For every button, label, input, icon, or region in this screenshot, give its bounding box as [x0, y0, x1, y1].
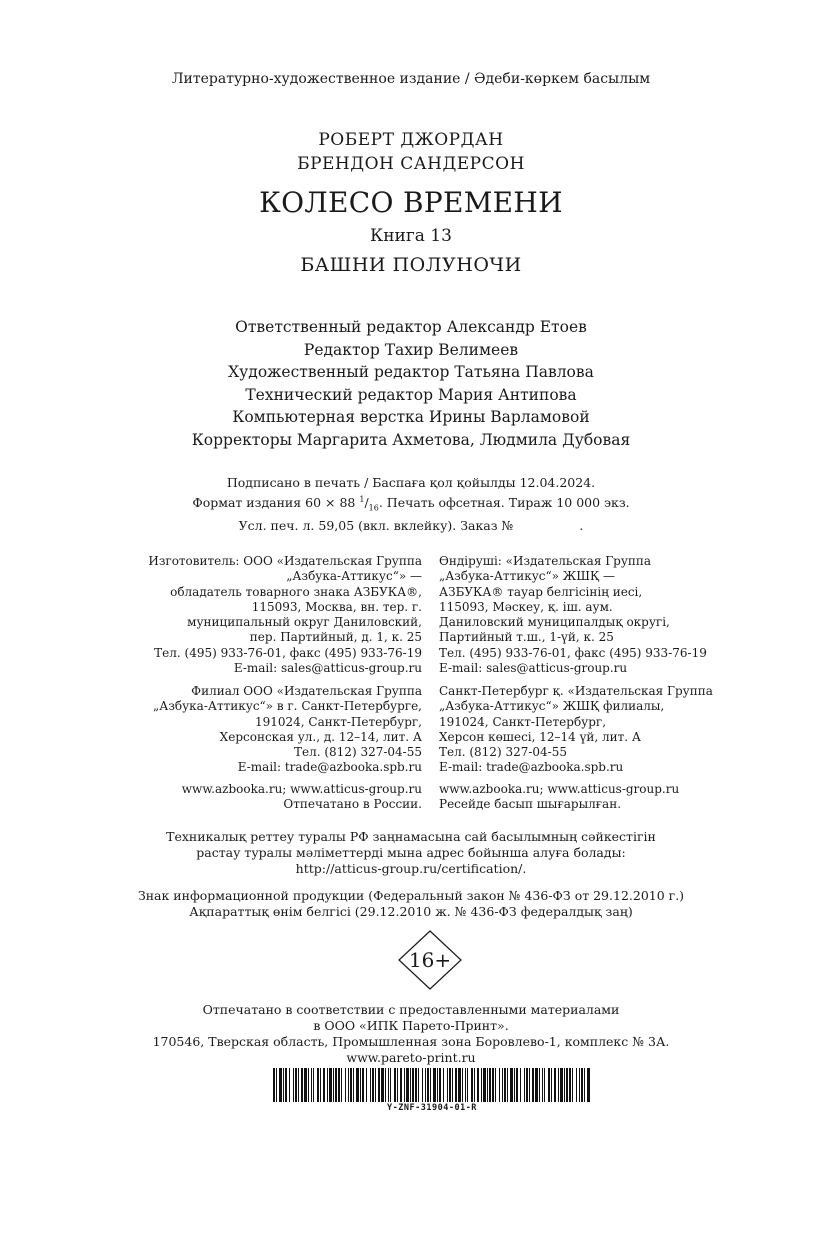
address-line: Херсонская ул., д. 12–14, лит. А: [219, 729, 422, 744]
barcode-bar: [465, 1068, 466, 1102]
printer-line: Отпечатано в соответствии с предоставленными материалами: [202, 1002, 620, 1017]
barcode-bar: [323, 1068, 325, 1102]
cert-line: Техникалық реттеу туралы РФ заңнамасына сай басылымның сәйкестігін: [166, 829, 656, 844]
barcode-bar: [283, 1068, 284, 1102]
barcode-bar: [437, 1068, 438, 1102]
barcode-bar: [412, 1068, 414, 1102]
barcode-bar: [504, 1068, 506, 1102]
barcode-bar: [510, 1068, 513, 1102]
info-sign-line: Ақпараттық өнім белгісі (29.12.2010 ж. № 436-ФЗ федералдық заң): [189, 904, 633, 919]
printed-in-line: Отпечатано в России.: [283, 797, 422, 812]
book-subtitle: БАШНИ ПОЛУНОЧИ: [300, 254, 522, 276]
age-rating-text: 16+: [408, 948, 452, 972]
manufacturer-kz: [439, 554, 707, 676]
barcode-bar: [422, 1068, 423, 1102]
barcode-bar: [362, 1068, 364, 1102]
barcode-bar: [335, 1068, 337, 1102]
format-prefix: Формат издания 60 × 88: [192, 495, 356, 511]
barcode-bar: [285, 1068, 287, 1102]
barcode-bar: [455, 1068, 457, 1102]
barcode-text: Y-ZNF-31904-01-R: [387, 1103, 477, 1113]
barcode-bar: [341, 1068, 342, 1102]
address-line: Филиал ООО «Издательская Группа: [191, 684, 422, 698]
barcode-bar: [492, 1068, 494, 1102]
barcode-bar: [404, 1068, 405, 1102]
barcode-bar: [477, 1068, 479, 1102]
edition-type: Литературно-художественное издание / Әдеби-көркем басылым: [171, 71, 651, 87]
barcode-bar: [385, 1068, 386, 1102]
credit-line: Редактор Тахир Велимеев: [303, 340, 519, 359]
barcode-bar: [535, 1068, 538, 1102]
credit-line: Технический редактор Мария Антипова: [245, 385, 577, 404]
barcode-bar: [487, 1068, 488, 1102]
barcode-bar: [308, 1068, 309, 1102]
sheets-text: Усл. печ. л. 59,05 (вкл. вклейку). Заказ №: [238, 517, 514, 533]
barcode-bar: [353, 1068, 354, 1102]
barcode-bar: [360, 1068, 361, 1102]
barcode-bar: [587, 1068, 590, 1102]
address-line: Тел. (812) 327-04-55: [294, 745, 422, 760]
print-signed: Подписано в печать / Баспаға қол қойылды 12.04.2024.: [226, 475, 596, 490]
barcode-bar: [439, 1068, 441, 1102]
printer-line: 170546, Тверская область, Промышленная зона Боровлево-1, комплекс № 3А.: [152, 1034, 670, 1049]
address-line: „Азбука-Аттикус“» ЖШҚ —: [439, 569, 616, 584]
barcode-bar: [397, 1068, 398, 1102]
barcode-bar: [418, 1068, 419, 1102]
barcode-bar: [370, 1068, 371, 1102]
barcode-bar: [516, 1068, 518, 1102]
format-den: 16: [368, 503, 379, 513]
barcode-bar: [560, 1068, 563, 1102]
address-line: Өндіруші: «Издательская Группа: [439, 554, 652, 568]
barcode-bar: [410, 1068, 411, 1102]
barcode-bar: [338, 1068, 340, 1102]
address-line: Даниловский муниципалдық округі,: [439, 615, 670, 630]
barcode-bar: [317, 1068, 319, 1102]
barcode-bar: [499, 1068, 500, 1102]
barcode-bar: [313, 1068, 314, 1102]
website-line: www.azbooka.ru; www.atticus-group.ru: [439, 782, 680, 796]
barcode-bar: [566, 1068, 568, 1102]
barcode-bar: [415, 1068, 417, 1102]
email-line: E-mail: sales@atticus-group.ru: [439, 661, 628, 676]
barcode-bar: [554, 1068, 556, 1102]
barcode-bar: [529, 1068, 530, 1102]
barcode-bar: [514, 1068, 515, 1102]
address-line: 191024, Санкт-Петербург,: [439, 714, 607, 729]
barcode-bar: [447, 1068, 448, 1102]
barcode-bar: [507, 1068, 508, 1102]
barcode-bar: [526, 1068, 528, 1102]
barcode-bar: [430, 1068, 431, 1102]
barcode-bar: [304, 1068, 307, 1102]
age-rating-badge: [398, 930, 462, 990]
barcode-bar: [293, 1068, 294, 1102]
barcode-bar: [584, 1068, 585, 1102]
barcode-bar: [279, 1068, 282, 1102]
barcode-bar: [542, 1068, 543, 1102]
credit-line: Компьютерная верстка Ирины Варламовой: [232, 408, 590, 426]
print-format: Формат издания 60 × 88 $^1/_{16}$. Печать офсетная. Тираж 10 000 экз.: [192, 495, 630, 513]
barcode-bar: [400, 1068, 402, 1102]
barcode-bar: [462, 1068, 463, 1102]
address-line: 115093, Мәскеу, қ. іш. аум.: [439, 599, 613, 614]
barcode-bar: [289, 1068, 290, 1102]
web-kz: [439, 782, 679, 813]
address-line: Изготовитель: ООО «Издательская Группа: [148, 554, 422, 568]
printer-line: в ООО «ИПК Парето-Принт».: [313, 1018, 509, 1033]
barcode-bar: [433, 1068, 436, 1102]
website-line: www.azbooka.ru; www.atticus-group.ru: [181, 782, 422, 796]
barcode-bar: [539, 1068, 540, 1102]
certification-block: [0, 829, 822, 877]
barcode-bar: [581, 1068, 583, 1102]
email-line: E-mail: trade@azbooka.spb.ru: [237, 760, 422, 775]
barcode-bar: [471, 1068, 473, 1102]
barcode-bar: [452, 1068, 453, 1102]
address-line: „Азбука-Аттикус“» ЖШҚ филиалы,: [439, 699, 665, 714]
barcode-bar: [345, 1068, 346, 1102]
barcode-bar: [378, 1068, 380, 1102]
series-title: КОЛЕСО ВРЕМЕНИ: [259, 186, 563, 219]
barcode-bar: [375, 1068, 376, 1102]
address-line: обладатель товарного знака АЗБУКА®,: [170, 584, 422, 599]
barcode-bar: [569, 1068, 571, 1102]
barcode-bar: [576, 1068, 577, 1102]
barcode-bar: [406, 1068, 409, 1102]
barcode-bar: [311, 1068, 312, 1102]
barcode-bar: [524, 1068, 525, 1102]
barcode-bar: [301, 1068, 303, 1102]
barcode-bar: [327, 1068, 328, 1102]
barcode-bar: [449, 1068, 451, 1102]
order-end: .: [579, 517, 584, 533]
branch-kz: [439, 684, 713, 776]
author-1: РОБЕРТ ДЖОРДАН: [318, 130, 504, 150]
address-line: муниципальный округ Даниловский,: [187, 615, 422, 630]
barcode-bar: [558, 1068, 559, 1102]
barcode-bar: [579, 1068, 580, 1102]
book-number: Книга 13: [370, 226, 452, 246]
barcode-bar: [548, 1068, 550, 1102]
credit-line: Ответственный редактор Александр Етоев: [235, 318, 587, 336]
barcode-bar: [467, 1068, 468, 1102]
barcode-icon: [273, 1068, 591, 1102]
web-ru: [182, 782, 422, 813]
barcode-bar: [273, 1068, 275, 1102]
barcode-bar: [551, 1068, 552, 1102]
branch-ru: [153, 684, 422, 776]
format-num: 1: [359, 495, 365, 504]
format-suffix: . Печать офсетная. Тираж 10 000 экз.: [378, 495, 630, 511]
print-sheets: [0, 517, 822, 534]
address-line: Тел. (812) 327-04-55: [439, 745, 567, 760]
author-2: БРЕНДОН САНДЕРСОН: [297, 154, 525, 174]
barcode-bar: [320, 1068, 321, 1102]
barcode-bar: [388, 1068, 389, 1102]
barcode-bar: [544, 1068, 545, 1102]
cert-url: http://atticus-group.ru/certification/.: [295, 861, 527, 876]
barcode-bar: [572, 1068, 573, 1102]
address-line: 115093, Москва, вн. тер. г.: [251, 599, 422, 614]
address-line: „Азбука-Аттикус“» —: [286, 569, 422, 584]
printer-url: www.pareto-print.ru: [346, 1050, 476, 1065]
email-line: E-mail: trade@azbooka.spb.ru: [439, 760, 624, 775]
address-line: Тел. (495) 933-76-01, факс (495) 933-76-19: [154, 645, 422, 660]
address-line: Партийный т.ш., 1-үй, к. 25: [439, 630, 614, 645]
barcode-bar: [350, 1068, 352, 1102]
barcode-bar: [483, 1068, 486, 1102]
barcode-bar: [372, 1068, 374, 1102]
barcode-bar: [532, 1068, 534, 1102]
barcode-bar: [481, 1068, 482, 1102]
barcode-bar: [458, 1068, 461, 1102]
barcode-bar: [366, 1068, 367, 1102]
barcode-bar: [425, 1068, 426, 1102]
credit-line: Корректоры Маргарита Ахметова, Людмила Дубовая: [191, 430, 631, 449]
barcode-bar: [443, 1068, 444, 1102]
address-line: АЗБУКА® тауар белгісінің иесі,: [439, 584, 643, 599]
email-line: E-mail: sales@atticus-group.ru: [233, 661, 422, 676]
barcode-bar: [276, 1068, 277, 1102]
credit-line: Художественный редактор Татьяна Павлова: [228, 363, 594, 381]
barcode-bar: [333, 1068, 334, 1102]
barcode-bar: [474, 1068, 475, 1102]
barcode-bar: [489, 1068, 491, 1102]
barcode-bar: [427, 1068, 429, 1102]
address-line: Санкт-Петербург қ. «Издательская Группа: [439, 684, 713, 698]
credits-block: [0, 316, 822, 451]
barcode-bar: [564, 1068, 565, 1102]
info-sign-block: [0, 888, 822, 920]
barcode-bar: [381, 1068, 384, 1102]
barcode-bar: [394, 1068, 396, 1102]
manufacturer-ru: [148, 554, 422, 676]
address-line: 191024, Санкт-Петербург,: [254, 714, 422, 729]
address-line: „Азбука-Аттикус“» в г. Санкт-Петербурге,: [153, 699, 422, 714]
address-line: Тел. (495) 933-76-01, факс (495) 933-76-19: [439, 645, 707, 660]
cert-line: растау туралы мәліметтерді мына адрес бойынша алуға болады:: [196, 845, 626, 860]
barcode-bar: [520, 1068, 521, 1102]
barcode-bar: [298, 1068, 299, 1102]
info-sign-line: Знак информационной продукции (Федеральный закон № 436-ФЗ от 29.12.2010 г.): [137, 888, 685, 903]
printer-block: [0, 1002, 822, 1066]
printed-in-line: Ресейде басып шығарылған.: [439, 797, 622, 812]
barcode-bar: [329, 1068, 332, 1102]
address-line: Херсон көшесі, 12–14 үй, лит. А: [439, 729, 641, 744]
barcode-bar: [356, 1068, 359, 1102]
barcode-bar: [295, 1068, 297, 1102]
barcode-bar: [390, 1068, 391, 1102]
barcode-bar: [495, 1068, 496, 1102]
barcode-bar: [502, 1068, 503, 1102]
barcode-bar: [348, 1068, 349, 1102]
address-line: пер. Партийный, д. 1, к. 25: [249, 630, 422, 645]
print-info: [0, 474, 822, 534]
